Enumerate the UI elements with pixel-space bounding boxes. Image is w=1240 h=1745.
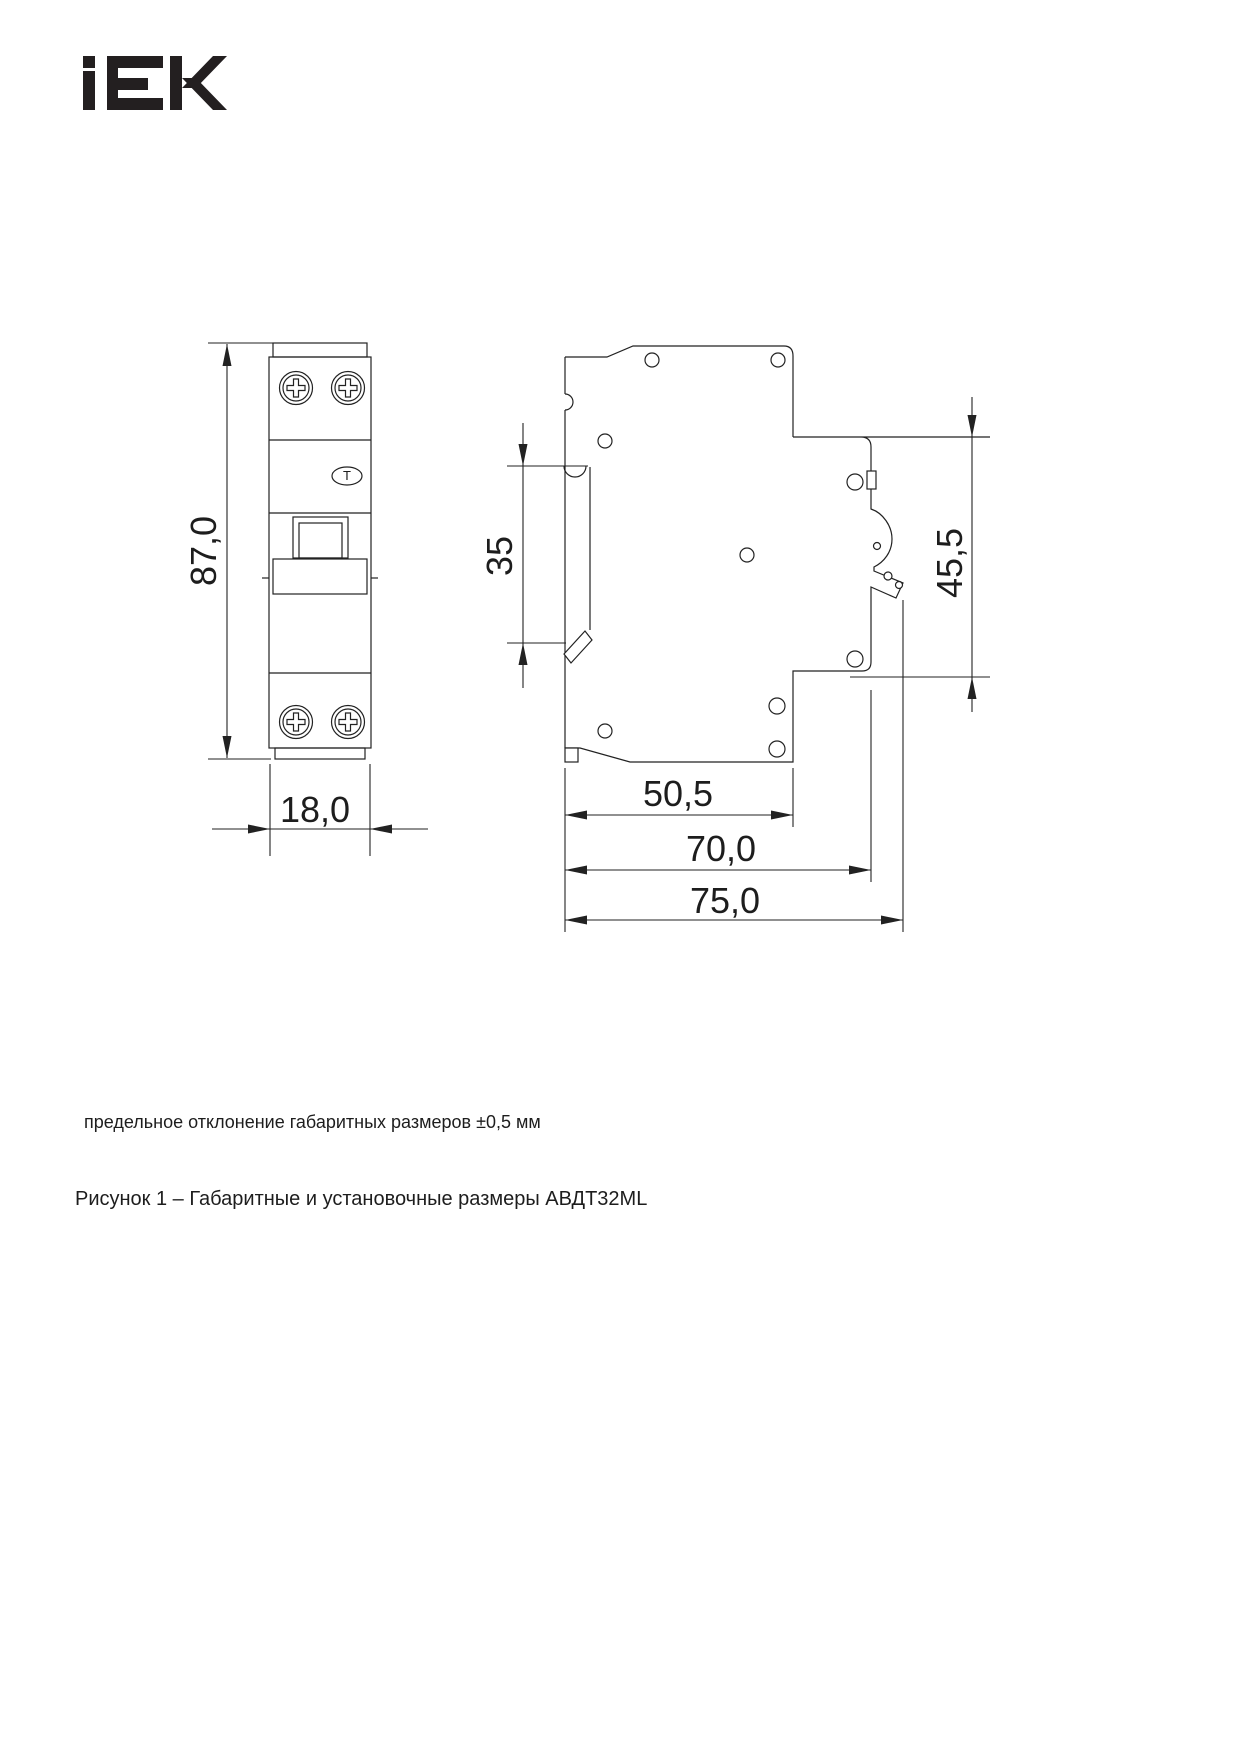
dim-label-din-35: 35 [479, 535, 520, 577]
dim-label-depth-75: 75,0 [689, 880, 761, 921]
dim-label-depth-70: 70,0 [685, 828, 757, 869]
arrow-left-icon [370, 825, 392, 834]
dim-label-width-18: 18,0 [279, 789, 351, 830]
arrow-left-icon [565, 866, 587, 875]
screw-icon [280, 372, 313, 405]
dim-label-depth-50-5: 50,5 [642, 773, 714, 814]
tolerance-note: предельное отклонение габаритных размеров ±0,5 мм [84, 1112, 541, 1132]
side-view-rivets [598, 353, 903, 757]
arrow-left-icon [565, 811, 587, 820]
din-rail-notch [564, 466, 586, 477]
arrow-down-icon [223, 736, 232, 758]
arrow-up-icon [968, 677, 977, 699]
screw-icon [332, 372, 365, 405]
arrow-right-icon [771, 811, 793, 820]
front-toggle-lever [299, 523, 342, 558]
front-toggle-flap [273, 559, 367, 594]
arrow-up-icon [519, 643, 528, 665]
figure-caption: Рисунок 1 – Габаритные и установочные размеры АВДТ32ML [75, 1188, 648, 1210]
side-edge-notch [565, 394, 573, 410]
side-rear-tab [867, 471, 876, 489]
front-bottom-terminal-strip [275, 748, 365, 759]
front-top-terminal-strip [273, 343, 367, 357]
din-rail-hook [564, 631, 592, 663]
screw-icon [280, 706, 313, 739]
arrow-down-icon [519, 444, 528, 466]
dim-label-height-87: 87,0 [183, 515, 224, 587]
arrow-right-icon [849, 866, 871, 875]
arrow-down-icon [968, 415, 977, 437]
arrow-left-icon [565, 916, 587, 925]
front-view-outline [262, 343, 378, 759]
arrow-right-icon [881, 916, 903, 925]
side-bottom-lug [565, 748, 578, 762]
test-button-label: Т [343, 468, 351, 483]
dim-label-rear-45-5: 45,5 [929, 527, 970, 599]
arrow-up-icon [223, 344, 232, 366]
screw-icon [332, 706, 365, 739]
front-body [269, 357, 371, 748]
